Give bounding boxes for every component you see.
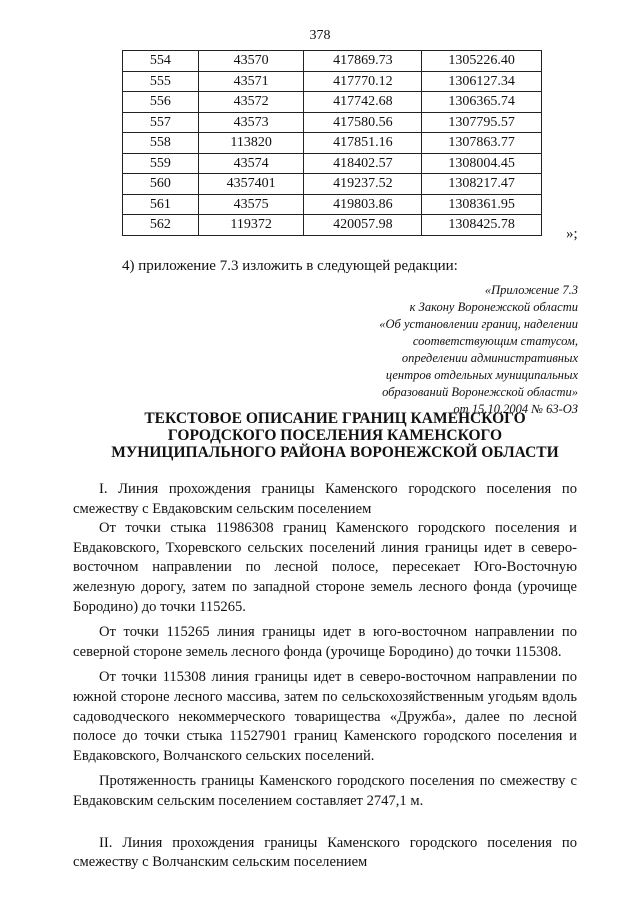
table-cell: 417742.68 bbox=[304, 92, 422, 113]
appendix-ref-line: от 15.10.2004 № 63-ОЗ bbox=[453, 402, 578, 416]
table-cell: 43570 bbox=[198, 51, 304, 72]
amendment-line: 4) приложение 7.3 изложить в следующей редакции: bbox=[122, 258, 458, 274]
table-row bbox=[123, 174, 542, 195]
appendix-ref-line: образований Воронежской области» bbox=[382, 385, 578, 399]
table-cell: 562 bbox=[123, 215, 199, 236]
table-cell: 419803.86 bbox=[304, 194, 422, 215]
table-cell: 555 bbox=[123, 71, 199, 92]
table-cell: 559 bbox=[123, 153, 199, 174]
table-cell: 418402.57 bbox=[304, 153, 422, 174]
paragraph: От точки стыка 11986308 границ Каменского городского поселения и Евдаковского, Тхоревского сельских поселений линия границы идет в северо-восточном направлении по лесной полосе, пересекает Юго-Восточную железную дорогу, затем по западной стороне земель лесного фонда (урочище Бородино) до точки 115265. bbox=[73, 520, 577, 615]
table-cell: 558 bbox=[123, 133, 199, 154]
table-row bbox=[123, 215, 542, 236]
table-cell: 1306365.74 bbox=[422, 92, 542, 113]
table-cell: 119372 bbox=[198, 215, 304, 236]
table-cell: 417869.73 bbox=[304, 51, 422, 72]
appendix-ref-line: центров отдельных муниципальных bbox=[385, 368, 578, 382]
table-cell: 1306127.34 bbox=[422, 71, 542, 92]
table-row bbox=[123, 71, 542, 92]
table-cell: 1308425.78 bbox=[422, 215, 542, 236]
appendix-reference bbox=[258, 282, 578, 418]
appendix-ref-line: «Приложение 7.3 bbox=[484, 283, 578, 297]
table-row bbox=[123, 153, 542, 174]
table-cell: 420057.98 bbox=[304, 215, 422, 236]
table-cell: 1308361.95 bbox=[422, 194, 542, 215]
paragraph: От точки 115265 линия границы идет в юго-восточном направлении по северной стороне земель лесного фонда (урочище Бородино) до точки 115308. bbox=[73, 624, 577, 660]
title-line: ТЕКСТОВОЕ ОПИСАНИЕ ГРАНИЦ КАМЕНСКОГО bbox=[144, 410, 526, 427]
coordinates-table bbox=[122, 50, 542, 236]
table-cell: 1308004.45 bbox=[422, 153, 542, 174]
table-row bbox=[123, 112, 542, 133]
table-cell: 43572 bbox=[198, 92, 304, 113]
table-cell: 417770.12 bbox=[304, 71, 422, 92]
body-text bbox=[73, 480, 577, 873]
table-cell: 43571 bbox=[198, 71, 304, 92]
table-cell: 561 bbox=[123, 194, 199, 215]
title-line: МУНИЦИПАЛЬНОГО РАЙОНА ВОРОНЕЖСКОЙ ОБЛАСТИ bbox=[111, 444, 559, 461]
table-cell: 43574 bbox=[198, 153, 304, 174]
table-cell: 556 bbox=[123, 92, 199, 113]
quote-close: »; bbox=[566, 226, 578, 242]
appendix-ref-line: к Закону Воронежской области bbox=[409, 300, 578, 314]
table-cell: 554 bbox=[123, 51, 199, 72]
table-row bbox=[123, 51, 542, 72]
paragraph-length: Протяженность границы Каменского городского поселения по смежеству с Евдаковским сельским поселением составляет 2747,1 м. bbox=[73, 773, 577, 809]
section-heading-2: II. Линия прохождения границы Каменского городского поселения по смежеству с Волчанским сельским поселением bbox=[73, 834, 577, 871]
table-cell: 4357401 bbox=[198, 174, 304, 195]
table-cell: 1305226.40 bbox=[422, 51, 542, 72]
table-cell: 1307863.77 bbox=[422, 133, 542, 154]
appendix-ref-line: «Об установлении границ, наделении bbox=[379, 317, 578, 331]
appendix-ref-line: соответствующим статусом, bbox=[412, 334, 578, 348]
table-cell: 1308217.47 bbox=[422, 174, 542, 195]
appendix-ref-line: определении административных bbox=[401, 351, 578, 365]
table-row bbox=[123, 133, 542, 154]
table-cell: 560 bbox=[123, 174, 199, 195]
table-cell: 419237.52 bbox=[304, 174, 422, 195]
section-heading-1: I. Линия прохождения границы Каменского городского поселения по смежеству с Евдаковским сельским поселением bbox=[73, 481, 577, 517]
table-row bbox=[123, 194, 542, 215]
table-cell: 1307795.57 bbox=[422, 112, 542, 133]
title-line: ГОРОДСКОГО ПОСЕЛЕНИЯ КАМЕНСКОГО bbox=[167, 427, 503, 444]
paragraph: От точки 115308 линия границы идет в северо-восточном направлении по южной стороне лесного массива, затем по сельскохозяйственным угодьям вдоль садоводческого некоммерческого товарищества «Дружба», далее по лесной полосе до точки стыка 11527901 границ Каменского городского поселения и Евдаковского, Волчанского сельских поселений. bbox=[73, 669, 577, 764]
table-cell: 417851.16 bbox=[304, 133, 422, 154]
table-cell: 43573 bbox=[198, 112, 304, 133]
table-cell: 43575 bbox=[198, 194, 304, 215]
table-cell: 113820 bbox=[198, 133, 304, 154]
table-row bbox=[123, 92, 542, 113]
table-cell: 417580.56 bbox=[304, 112, 422, 133]
table-cell: 557 bbox=[123, 112, 199, 133]
page-number: 378 bbox=[309, 28, 331, 43]
document-title bbox=[60, 410, 610, 461]
